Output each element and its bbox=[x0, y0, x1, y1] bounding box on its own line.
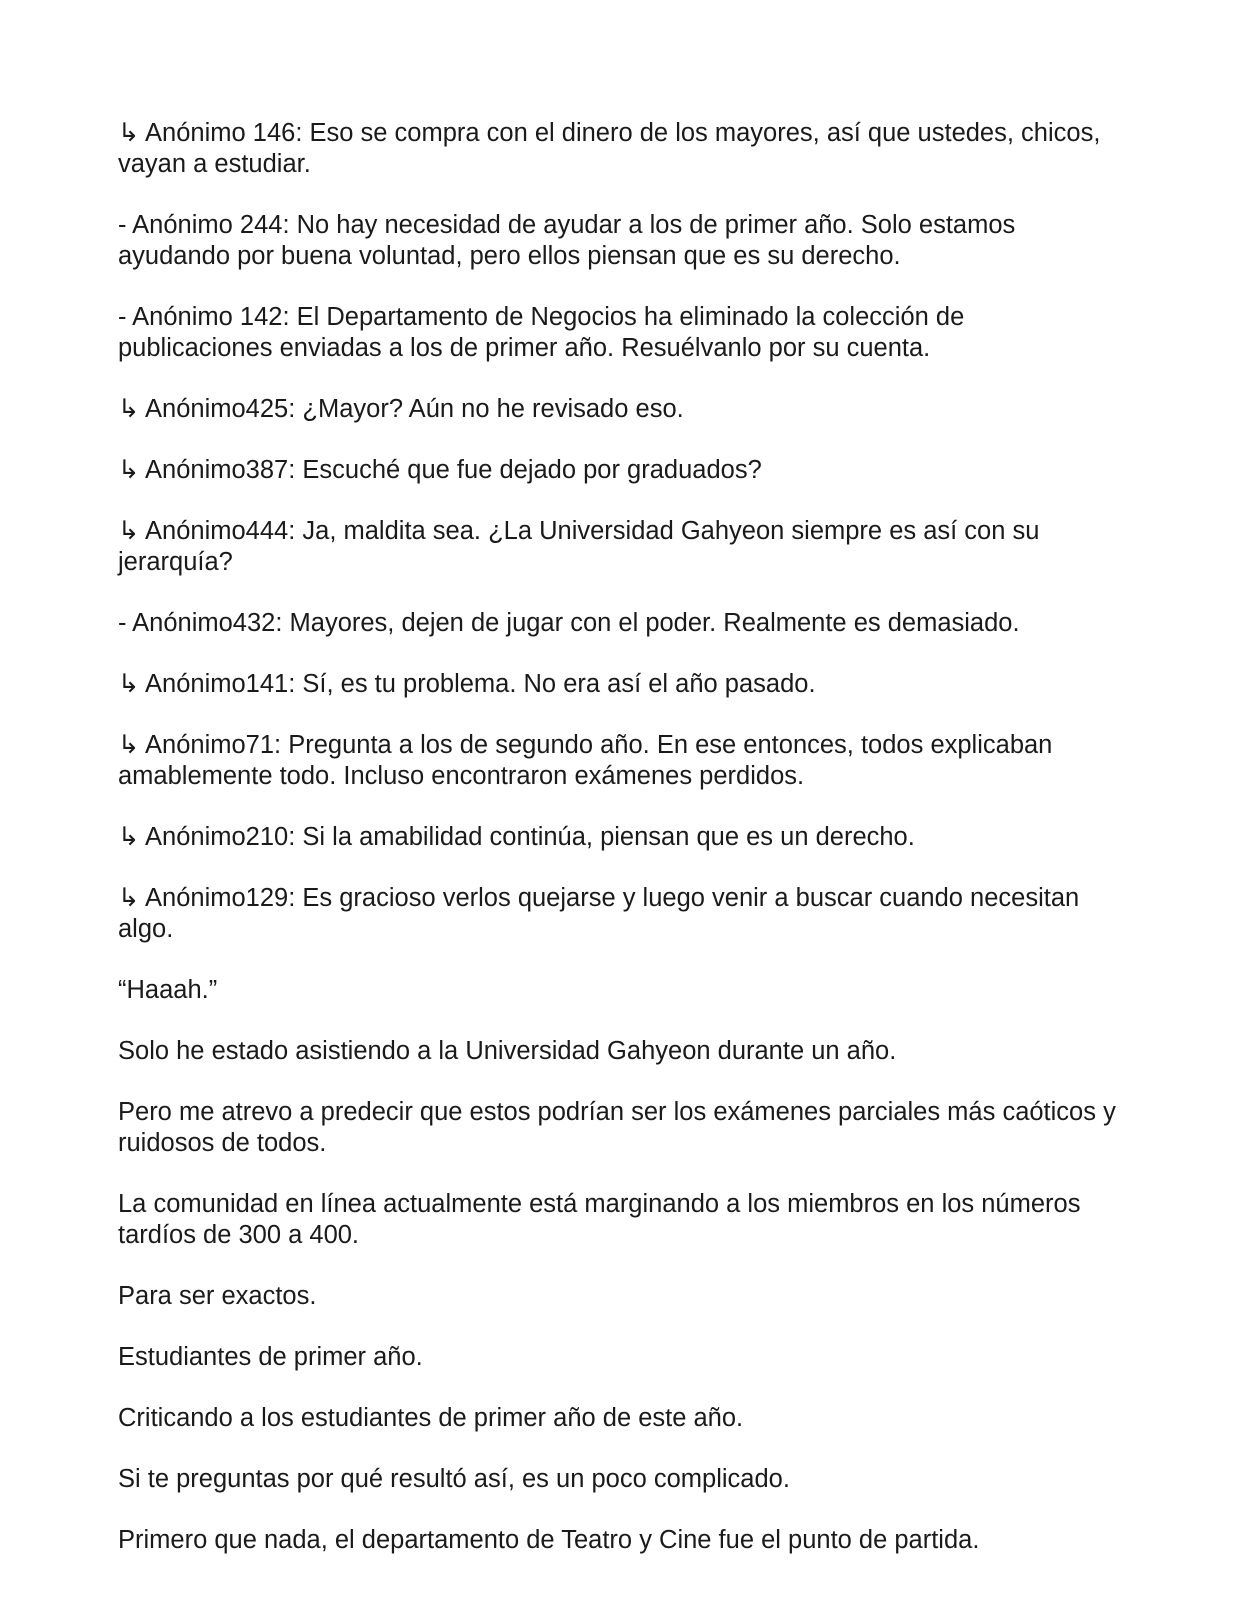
narrative-paragraph: Para ser exactos. bbox=[118, 1282, 317, 1310]
comment-anonimo-142: - Anónimo 142: El Departamento de Negocios ha eliminado la colección de publicaciones enviadas a los de primer año. Resuélvanlo por su cuenta. bbox=[118, 303, 965, 362]
narrative-paragraph: Solo he estado asistiendo a la Universidad Gahyeon durante un año. bbox=[118, 1037, 897, 1065]
narrative-paragraph: “Haaah.” bbox=[118, 976, 218, 1004]
document-body bbox=[118, 118, 1118, 1586]
narrative-paragraph: Pero me atrevo a predecir que estos podrían ser los exámenes parciales más caóticos y ruidosos de todos. bbox=[118, 1098, 1116, 1157]
comment-anonimo-244: - Anónimo 244: No hay necesidad de ayudar a los de primer año. Solo estamos ayudando por buena voluntad, pero ellos piensan que es su derecho. bbox=[118, 211, 1016, 270]
reply-anonimo-71: ↳ Anónimo71: Pregunta a los de segundo año. En ese entonces, todos explicaban amablemente todo. Incluso encontraron exámenes perdidos. bbox=[118, 731, 1053, 790]
narrative-paragraph: Primero que nada, el departamento de Teatro y Cine fue el punto de partida. bbox=[118, 1526, 980, 1554]
reply-anonimo-210: ↳ Anónimo210: Si la amabilidad continúa, piensan que es un derecho. bbox=[118, 823, 915, 851]
comment-anonimo-146: ↳ Anónimo 146: Eso se compra con el dinero de los mayores, así que ustedes, chicos, vayan a estudiar. bbox=[118, 119, 1101, 178]
narrative-paragraph: Si te preguntas por qué resultó así, es un poco complicado. bbox=[118, 1465, 790, 1493]
reply-anonimo-141: ↳ Anónimo141: Sí, es tu problema. No era así el año pasado. bbox=[118, 670, 816, 698]
comment-anonimo-432: - Anónimo432: Mayores, dejen de jugar con el poder. Realmente es demasiado. bbox=[118, 609, 1020, 637]
narrative-paragraph: Criticando a los estudiantes de primer año de este año. bbox=[118, 1404, 744, 1432]
narrative-paragraph: Estudiantes de primer año. bbox=[118, 1343, 423, 1371]
reply-anonimo-425: ↳ Anónimo425: ¿Mayor? Aún no he revisado eso. bbox=[118, 395, 684, 423]
reply-anonimo-129: ↳ Anónimo129: Es gracioso verlos quejarse y luego venir a buscar cuando necesitan algo. bbox=[118, 884, 1080, 943]
reply-anonimo-444: ↳ Anónimo444: Ja, maldita sea. ¿La Universidad Gahyeon siempre es así con su jerarquía? bbox=[118, 517, 1040, 576]
narrative-paragraph: La comunidad en línea actualmente está marginando a los miembros en los números tardíos de 300 a 400. bbox=[118, 1190, 1081, 1249]
reply-anonimo-387: ↳ Anónimo387: Escuché que fue dejado por graduados? bbox=[118, 456, 762, 484]
